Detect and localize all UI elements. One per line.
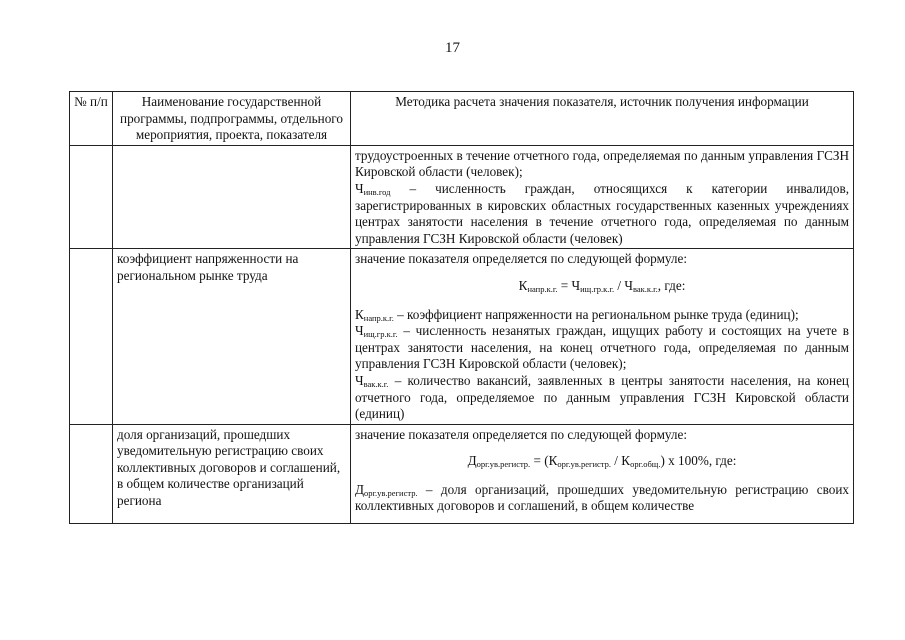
row2-intro: значение показателя определяется по следующей формуле: (355, 251, 688, 267)
row3-num (70, 424, 113, 523)
row2-def1: $К_{напр.к.г.}$ – коэффициент напряженности на региональном рынке труда (единиц); (355, 306, 799, 323)
row3-intro: значение показателя определяется по следующей формуле: (355, 426, 688, 442)
var-symbol: Ч (355, 180, 364, 196)
table-row (70, 145, 854, 249)
row3-formula: $Д_{орг.ув.регистр.} = (К_{орг.ув.регистр.} / К_{орг.общ.})$ x 100%, где: (467, 453, 737, 470)
header-method: Методика расчета значения показателя, источник получения информации (351, 92, 854, 146)
row2-def2: $Ч_{ищ.гр.к.г.}$ – численность незанятых граждан, ищущих работу и состоящих на учете в центрах занятости населения, на конец отчетного года, определяемая по данным управления ГСЗН Кировской области (человек); (355, 323, 849, 372)
table-header-row (70, 92, 854, 146)
row2-def3: $Ч_{вак.к.г.}$ – количество вакансий, заявленных в центры занятости населения, на конец отчетного года, определяемое по данным управления ГСЗН Кировской области (единиц) (355, 372, 849, 422)
row3-method (351, 424, 854, 523)
header-num: № п/п (70, 92, 113, 146)
row1-var-definition (355, 181, 849, 247)
row2-num (70, 249, 113, 424)
row2-method (351, 249, 854, 424)
var-description: – численность граждан, относящихся к категории инвалидов, зарегистрированных в кировских областных государственных казенных учреждениях центрах занятости населения в течение отчетного года, определяемая по данным управления ГСЗН Кировской области (человек) (355, 180, 849, 246)
row1-method (351, 145, 854, 249)
row2-name: коэффициент напряженности на региональном рынке труда (113, 249, 351, 424)
row1-num (70, 145, 113, 249)
page-number: 17 (445, 40, 460, 56)
row2-formula: $К_{напр.к.г.} = Ч_{ищ.гр.к.г.} / Ч_{вак.к.г.}$, где: (518, 277, 686, 294)
row3-method-clip (355, 427, 849, 522)
indicator-table (69, 91, 854, 524)
row3-def1: $Д_{орг.ув.регистр.}$ – доля организаций, прошедших уведомительную регистрацию своих коллективных договоров и соглашений, в общем количестве (355, 481, 849, 514)
table-row (70, 424, 854, 523)
row1-cont-text: трудоустроенных в течение отчетного года, определяемая по данным управления ГСЗН Кировской области (человек); (355, 147, 849, 180)
table-row (70, 249, 854, 424)
row3-name: доля организаций, прошедших уведомительную регистрацию своих коллективных договоров и соглашений, в общем количестве организаций региона (113, 424, 351, 523)
header-name: Наименование государственной программы, подпрограммы, отдельного мероприятия, проекта, показателя (113, 92, 351, 146)
var-subscript: инв.год (363, 186, 391, 197)
row1-name (113, 145, 351, 249)
